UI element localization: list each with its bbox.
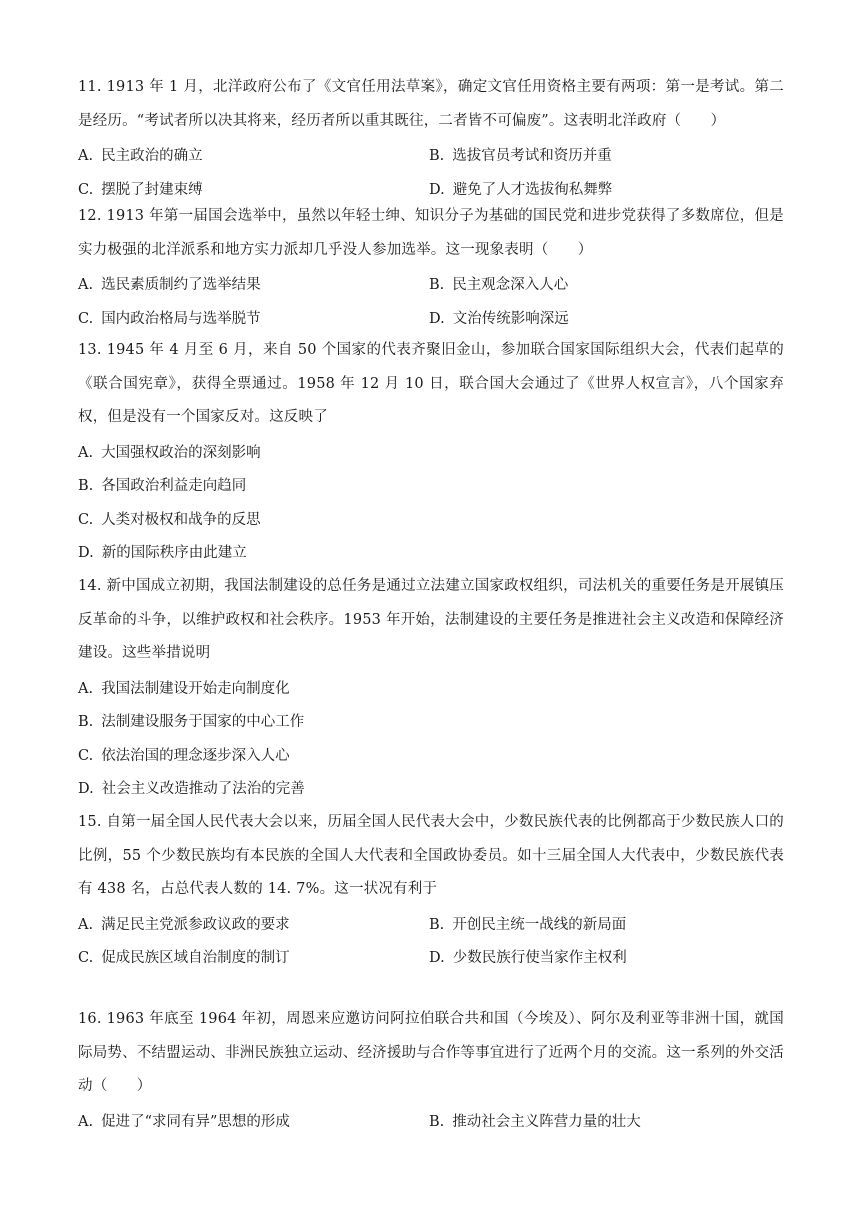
question-stem: 12. 1913 年第一届国会选举中，虽然以年轻士绅、知识分子为基础的国民党和进步党获得了多数席位，但是实力极强的北洋派系和地方实力派却几乎没人参加选举。这一现象表明（ ） (78, 208, 784, 258)
option-b[interactable]: B. 推动社会主义阵营力量的壮大 (429, 1113, 641, 1130)
question-13 (78, 334, 784, 569)
option-c[interactable]: C. 国内政治格局与选举脱节 (78, 310, 261, 327)
option-d[interactable]: D. 避免了人才选拔徇私舞弊 (429, 181, 613, 198)
option-a[interactable]: A. 我国法制建设开始走向制度化 (78, 680, 290, 697)
question-11 (78, 71, 784, 205)
option-b[interactable]: B. 法制建设服务于国家的中心工作 (78, 714, 305, 731)
option-b[interactable]: B. 民主观念深入人心 (429, 277, 569, 294)
option-b[interactable]: B. 开创民主统一战线的新局面 (429, 916, 627, 933)
option-c[interactable]: C. 摆脱了封建束缚 (78, 181, 203, 198)
option-d[interactable]: D. 新的国际秩序由此建立 (78, 545, 247, 562)
option-a[interactable]: A. 大国强权政治的深刻影响 (78, 444, 261, 461)
option-a[interactable]: A. 民主政治的确立 (78, 148, 203, 165)
option-c[interactable]: C. 促成民族区域自治制度的制订 (78, 950, 290, 967)
option-c[interactable]: C. 人类对极权和战争的反思 (78, 511, 261, 528)
question-stem: 16. 1963 年底至 1964 年初，周恩来应邀访问阿拉伯联合共和国（今埃及）、阿尔及利亚等非洲十国，就国际局势、不结盟运动、非洲民族独立运动、经济援助与合作等事宜进行了近两个月的交流。这一系列的外交活动（ ） (78, 1011, 784, 1094)
option-a[interactable]: A. 促进了“求同有异”思想的形成 (78, 1113, 290, 1130)
question-stem: 13. 1945 年 4 月至 6 月，来自 50 个国家的代表齐聚旧金山，参加联合国家国际组织大会，代表们起草的《联合国宪章》，获得全票通过。1958 年 12 月 10 日，联合国大会通过了《世界人权宣言》，八个国家弃权，但是没有一个国家反对。这反映了 (78, 342, 784, 425)
question-12 (78, 200, 784, 334)
option-d[interactable]: D. 社会主义改造推动了法治的完善 (78, 781, 305, 798)
option-d[interactable]: D. 文治传统影响深远 (429, 310, 569, 327)
option-list (78, 1104, 784, 1138)
option-b[interactable]: B. 各国政治利益走向趋同 (78, 478, 247, 495)
option-c[interactable]: C. 依法治国的理念逐步深入人心 (78, 747, 290, 764)
option-list (78, 435, 784, 569)
option-list (78, 138, 784, 205)
question-15 (78, 806, 784, 974)
option-list (78, 267, 784, 334)
question-stem: 15. 自第一届全国人民代表大会以来，历届全国人民代表大会中，少数民族代表的比例都高于少数民族人口的比例，55 个少数民族均有本民族的全国人大代表和全国政协委员。如十三届全国人大代表中，少数民族代表有 438 名，占总代表人数的 14. 7%。这一状况有利于 (78, 814, 784, 897)
option-a[interactable]: A. 满足民主党派参政议政的要求 (78, 916, 290, 933)
question-stem: 11. 1913 年 1 月，北洋政府公布了《文官任用法草案》，确定文官任用资格主要有两项：第一是考试。第二是经历。“考试者所以决其将来，经历者所以重其既往，二者皆不可偏废”。这表明北洋政府（ ） (78, 79, 784, 129)
option-list (78, 671, 784, 805)
question-16 (78, 1003, 784, 1137)
option-list (78, 907, 784, 974)
question-stem: 14. 新中国成立初期，我国法制建设的总任务是通过立法建立国家政权组织，司法机关的重要任务是开展镇压反革命的斗争，以维护政权和社会秩序。1953 年开始，法制建设的主要任务是推进社会主义改造和保障经济建设。这些举措说明 (78, 578, 784, 661)
question-14 (78, 570, 784, 805)
option-b[interactable]: B. 选拔官员考试和资历并重 (429, 148, 612, 165)
option-d[interactable]: D. 少数民族行使当家作主权利 (429, 950, 627, 967)
option-a[interactable]: A. 选民素质制约了选举结果 (78, 277, 261, 294)
